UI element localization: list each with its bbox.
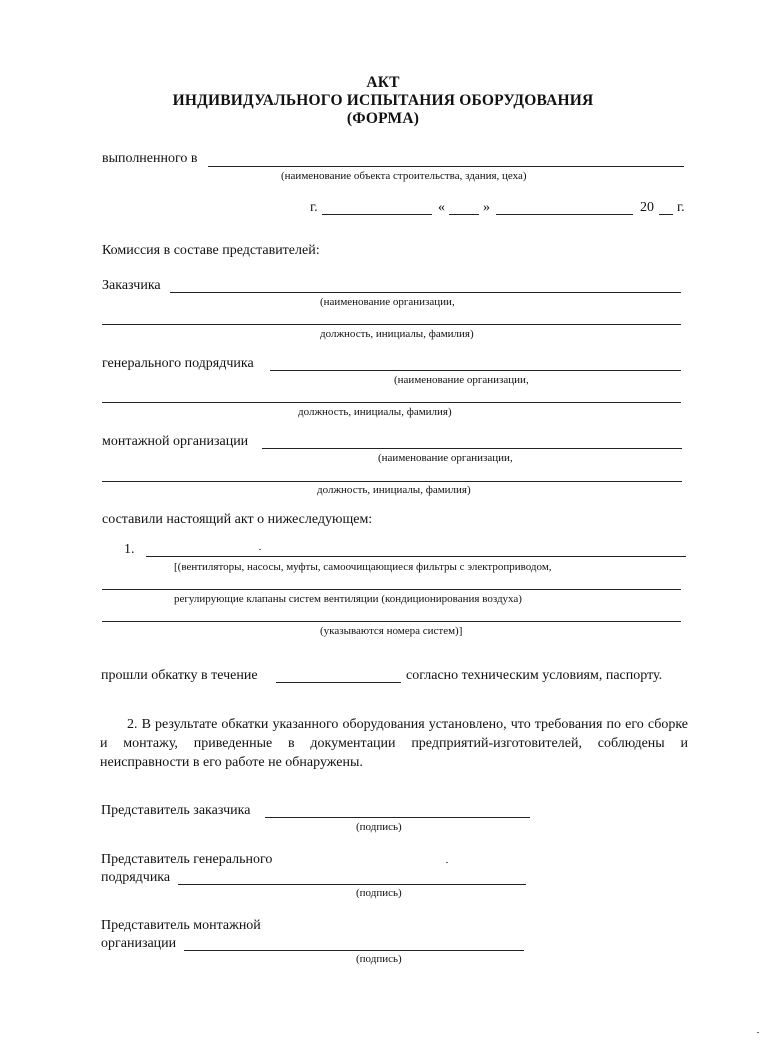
installer-caption-person: должность, инициалы, фамилия) — [317, 484, 471, 496]
sig-installer-caption: (подпись) — [356, 953, 402, 965]
installer-person-line[interactable] — [102, 481, 682, 482]
runin-duration-line[interactable] — [276, 682, 401, 683]
installer-org-line[interactable] — [262, 448, 682, 449]
scan-speck — [446, 862, 448, 863]
general-contractor-org-line[interactable] — [270, 370, 681, 371]
year-suffix: г. — [677, 200, 685, 215]
general-contractor-caption-person: должность, инициалы, фамилия) — [298, 406, 452, 418]
general-contractor-caption-org: (наименование организации, — [394, 374, 529, 386]
item1-caption-equipment: [(вентиляторы, насосы, муфты, самоочищающиеся фильтры с электроприводом, — [174, 561, 552, 573]
scan-speck — [259, 549, 261, 550]
general-contractor-label: генерального подрядчика — [102, 356, 254, 371]
item1-number: 1. — [124, 542, 135, 557]
place-label: выполненного в — [102, 151, 198, 166]
customer-caption-org: (наименование организации, — [320, 296, 455, 308]
item2-paragraph: 2. В результате обкатки указанного оборудования установлено, что требования по его сборке и монтажу, приведенные в документации предприятий-изготовителей, соблюдены и неисправности в его работе не обнаружены. — [100, 717, 688, 770]
item1-line-3[interactable] — [102, 621, 681, 622]
year-prefix: 20 — [640, 200, 654, 215]
sig-installer-label-1: Представитель монтажной — [101, 918, 261, 933]
sig-customer-label: Представитель заказчика — [101, 803, 251, 818]
quote-open: « — [438, 200, 445, 215]
doc-title-main: ИНДИВИДУАЛЬНОГО ИСПЫТАНИЯ ОБОРУДОВАНИЯ — [172, 92, 594, 109]
place-input-line[interactable] — [208, 166, 684, 167]
city-prefix: г. — [310, 200, 318, 215]
sig-installer-line[interactable] — [184, 950, 524, 951]
year-input-line[interactable] — [659, 214, 673, 215]
doc-title-act: АКТ — [366, 74, 400, 91]
item1-caption-systems: (указываются номера систем)] — [320, 625, 463, 637]
sig-gc-label-2: подрядчика — [101, 870, 171, 885]
customer-org-line[interactable] — [170, 292, 681, 293]
month-input-line[interactable] — [496, 214, 633, 215]
customer-label: Заказчика — [102, 278, 161, 293]
place-caption: (наименование объекта строительства, здания, цеха) — [281, 170, 527, 182]
runin-after: согласно техническим условиям, паспорту. — [406, 668, 663, 683]
act-intro: составили настоящий акт о нижеследующем: — [102, 512, 373, 527]
day-input-line[interactable] — [449, 214, 479, 215]
runin-before: прошли обкатку в течение — [101, 668, 258, 683]
installer-caption-org: (наименование организации, — [378, 452, 513, 464]
item1-line-2[interactable] — [102, 589, 681, 590]
scan-speck — [757, 1032, 759, 1033]
installer-label: монтажной организации — [102, 434, 249, 449]
general-contractor-person-line[interactable] — [102, 402, 681, 403]
commission-intro: Комиссия в составе представителей: — [102, 243, 320, 258]
customer-person-line[interactable] — [102, 324, 681, 325]
quote-close: » — [483, 200, 490, 215]
item1-equipment-line[interactable] — [146, 556, 686, 557]
sig-gc-line[interactable] — [178, 884, 526, 885]
item1-caption-valves: регулирующие клапаны систем вентиляции (кондиционирования воздуха) — [174, 593, 522, 605]
sig-installer-label-2: организации — [101, 936, 177, 951]
sig-customer-caption: (подпись) — [356, 821, 402, 833]
sig-gc-label-1: Представитель генерального — [101, 852, 273, 867]
doc-title-form: (ФОРМА) — [346, 110, 420, 127]
city-input-line[interactable] — [322, 214, 432, 215]
sig-gc-caption: (подпись) — [356, 887, 402, 899]
sig-customer-line[interactable] — [265, 817, 530, 818]
customer-caption-person: должность, инициалы, фамилия) — [320, 328, 474, 340]
